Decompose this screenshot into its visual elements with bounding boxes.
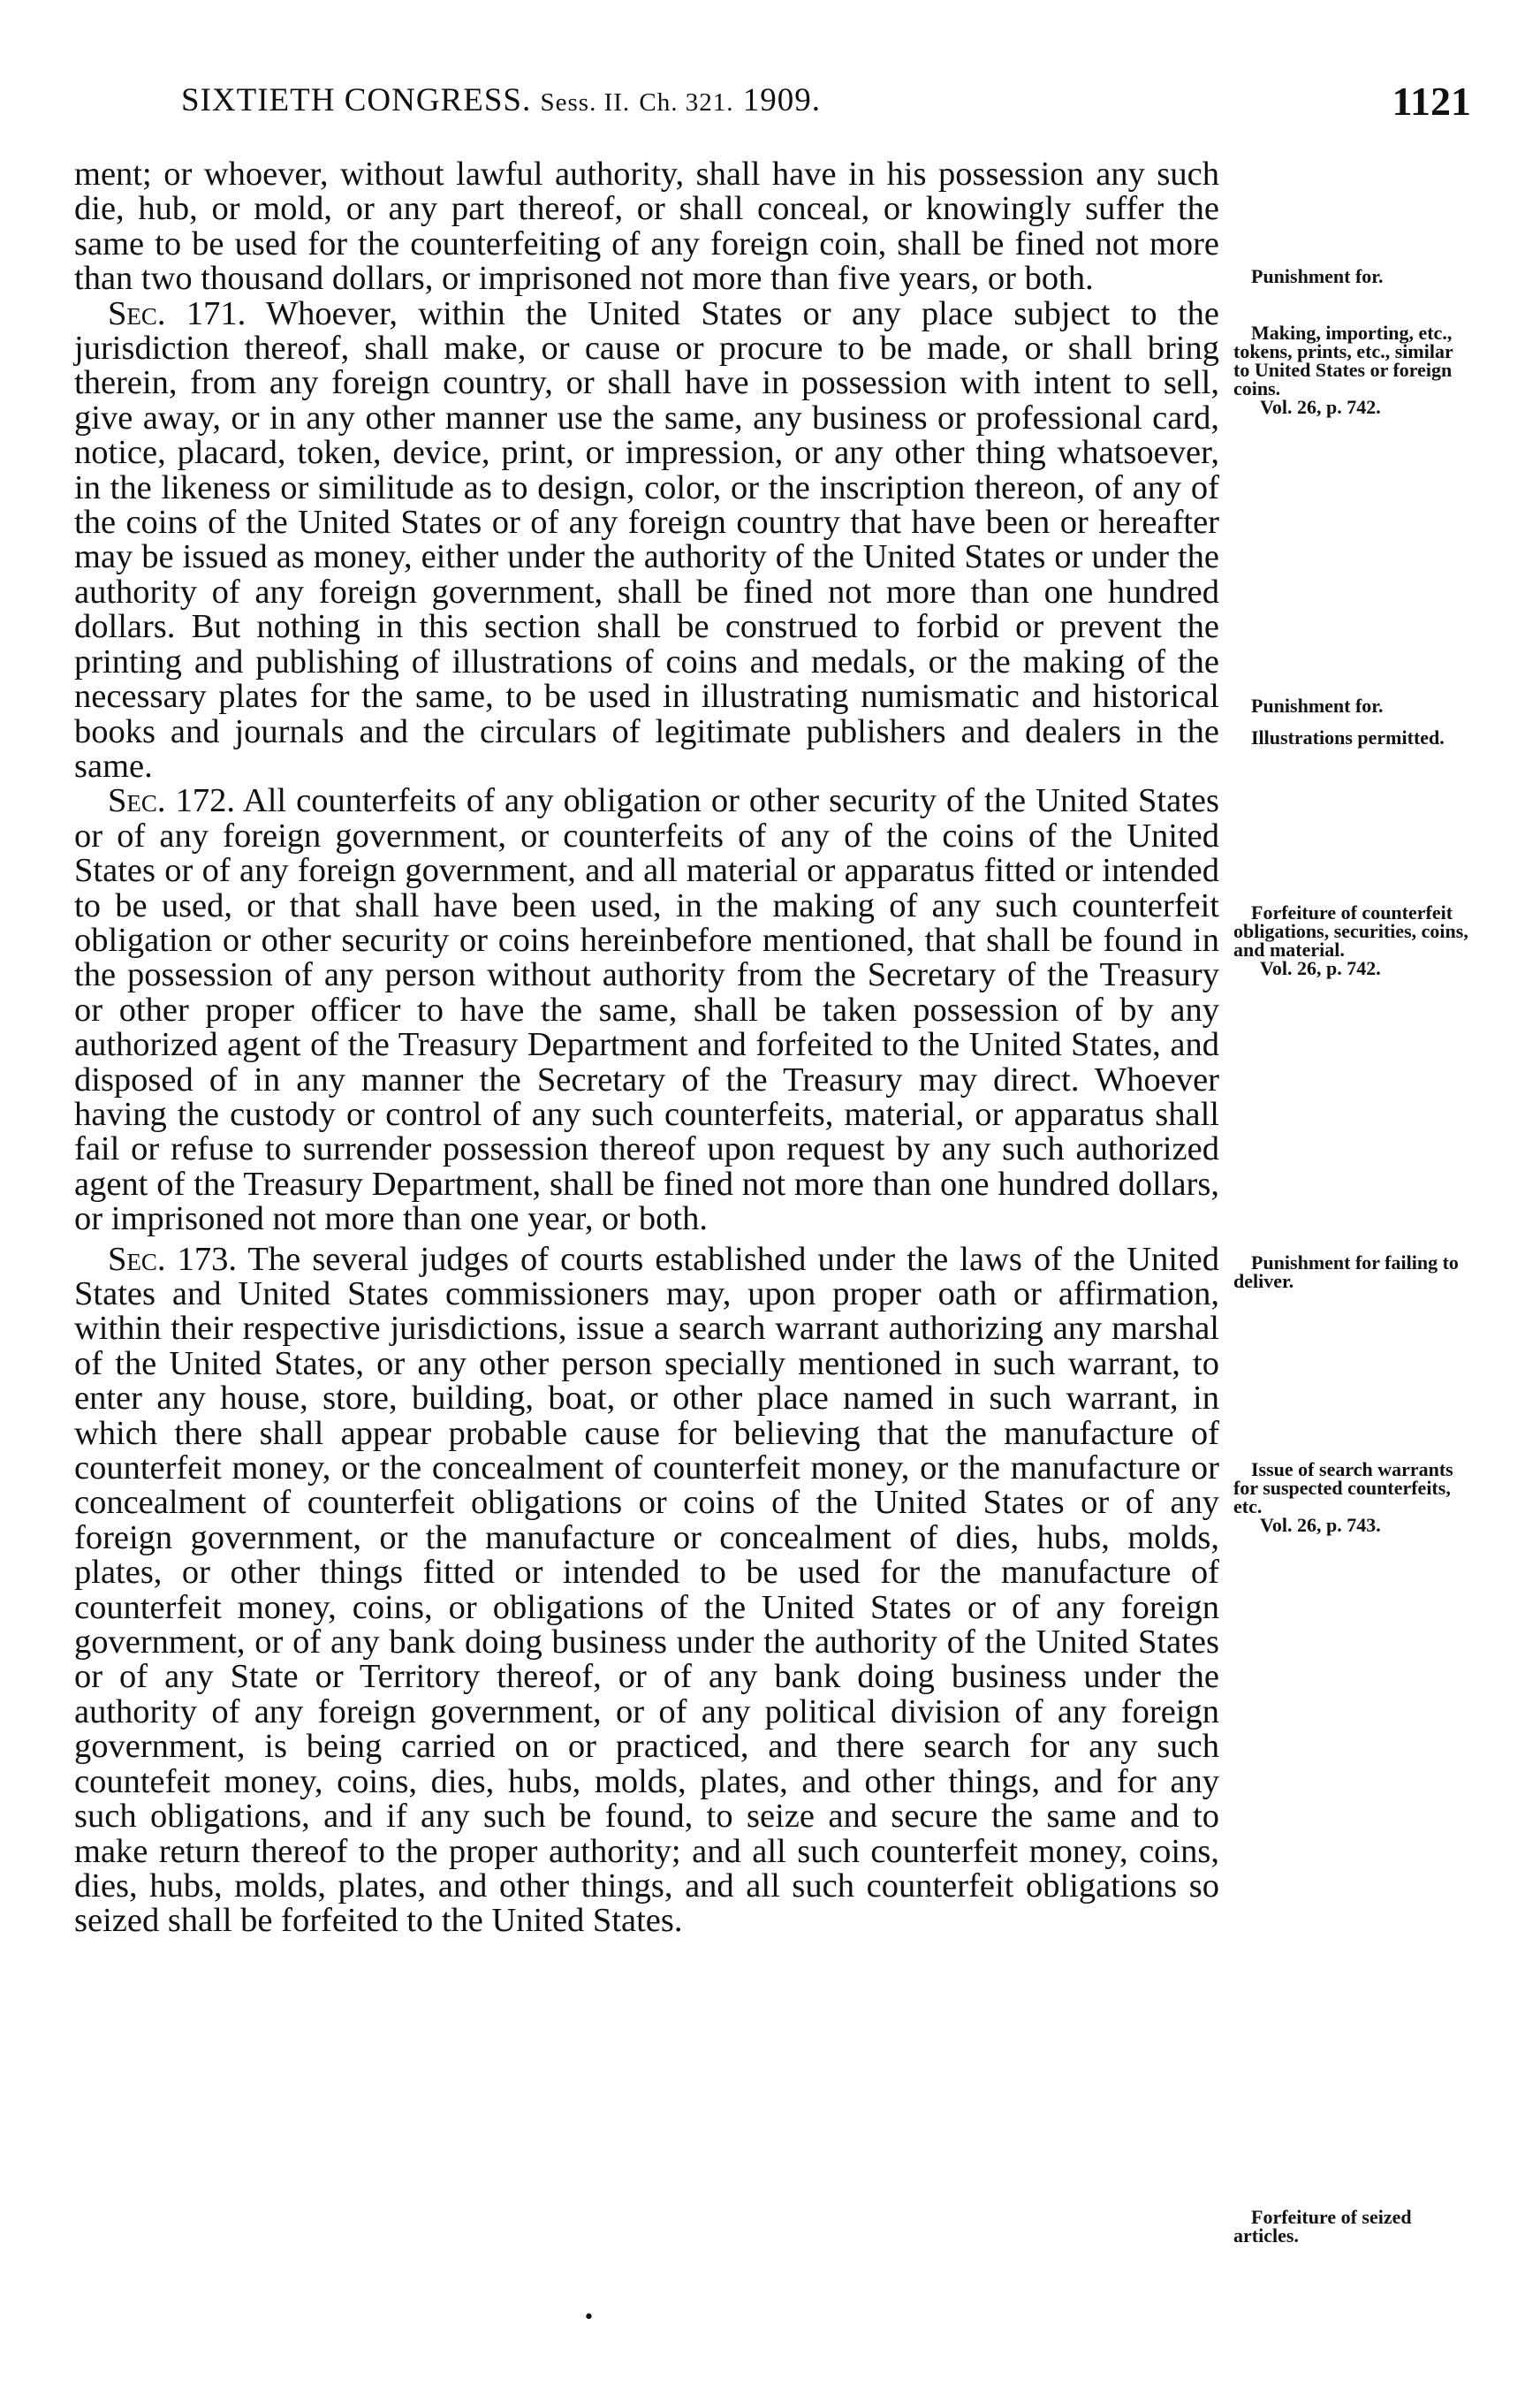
section-173-label: Sec. 173. xyxy=(108,1240,237,1278)
margin-note-punishment-1: Punishment for. xyxy=(1251,265,1384,287)
margin-note-forfeiture-counterfeit: Forfeiture of counterfeit obligations, securities, coins, and material. Vol. 26, p. 742. xyxy=(1233,903,1472,977)
header-session: Sess. II. xyxy=(540,88,631,117)
margin-note-making-importing: Making, importing, etc., tokens, prints, etc., similar to United States or foreign coins. Vol. 26, p. 742. xyxy=(1233,323,1472,416)
section-172-label: Sec. 172. xyxy=(108,782,235,820)
header-congress: SIXTIETH CONGRESS. xyxy=(181,82,532,118)
header-chapter: Ch. 321. xyxy=(639,88,734,117)
section-173 xyxy=(74,1240,1219,1940)
margin-note-vol-ref: Vol. 26, p. 743. xyxy=(1260,1514,1381,1536)
margin-note-forfeiture-seized: Forfeiture of seized articles. xyxy=(1233,2206,1412,2247)
margin-note-search-warrants: Issue of search warrants for suspected counterfeits, etc. Vol. 26, p. 743. xyxy=(1233,1460,1472,1534)
section-171-text: Whoever, within the United States or any place subject to the jurisdiction thereof, shall make, or cause or procure to be made, or shall bring therein, from any foreign country, or shall have in possession with intent to sell, give away, or in any other manner use the same, any business or professional card, notice, placard, token, device, print, or impression, or any other thing whatsoever, in the likeness or similitude as to design, color, or the inscription thereon, of any of the coins of the United States or of any foreign country that have been or hereafter may be issued as money, either under the authority of the United States or under the authority of any foreign government, shall be fined not more than one hundred dollars. But nothing in this section shall be construed to forbid or prevent the printing and publishing of illustrations of coins and medals, or the making of the necessary plates for the same, to be used in illustrating numismatic and historical books and journals and the circulars of legitimate publishers and dealers in the same. xyxy=(74,294,1220,785)
header-year: 1909. xyxy=(742,82,821,118)
footer-mark: • xyxy=(583,2307,595,2329)
continuation-paragraph: ment; or whoever, without lawful authority, shall have in his possession any such die, hub, or mold, or any part thereof, or shall conceal, or knowingly suffer the same to be used for the counterfeiting of any foreign coin, shall be fined not more than two thousand dollars, or imprisoned not more than five years, or both. xyxy=(74,156,1219,298)
margin-note-punishment-2: Punishment for. xyxy=(1251,695,1384,717)
section-172 xyxy=(74,784,1219,1236)
margin-note-vol-ref: Vol. 26, p. 742. xyxy=(1260,396,1381,418)
section-171-label: Sec. 171. xyxy=(108,294,247,332)
margin-note-vol-ref: Vol. 26, p. 742. xyxy=(1260,957,1381,979)
section-171 xyxy=(74,294,1220,785)
page-number: 1121 xyxy=(1392,79,1471,124)
section-173-text: The several judges of courts established under the laws of the United States and United States commissioners may, upon proper oath or affirmation, within their respective jurisdictions, issue a search warrant authorizing any marshal of the United States, or any other person specially mentioned in such warrant, to enter any house, store, building, boat, or other place named in such warrant, in which there shall appear probable cause for believing that the manufacture of counterfeit money, or the concealment of counterfeit money, or the manufacture or concealment of counterfeit obligations or coins of the United States or of any foreign government, or the manufacture or concealment of dies, hubs, molds, plates, or other things fitted or intended to be used for the manufacture of counterfeit money, coins, or obligations of the United States or of any foreign government, or of any bank doing business under the authority of the United States or of any State or Territory thereof, or of any bank doing business under the authority of any foreign government, or of any political division of any foreign government, is being carried on or practiced, and there search for any such countefeit money, coins, dies, hubs, molds, plates, and other things, and for any such obligations, and if any such be found, to seize and secure the same and to make return thereof to the proper authority; and all such counterfeit money, coins, dies, hubs, molds, plates, and other things, and all such counterfeit obligations so seized shall be forfeited to the United States. xyxy=(74,1240,1219,1940)
main-text xyxy=(74,157,1219,1939)
section-172-text: All counterfeits of any obligation or other security of the United States or of any foreign government, or counterfeits of any of the coins of the United States or of any foreign government, and all material or apparatus fitted or intended to be used, or that shall have been used, in the making of any such counterfeit obligation or other security or coins hereinbefore mentioned, that shall be found in the possession of any person without authority from the Secretary of the Treasury or other proper officer to have the same, shall be taken possession of by any authorized agent of the Treasury Department and forfeited to the United States, and disposed of in any manner the Secretary of the Treasury may direct. Whoever having the custody or control of any such counterfeits, material, or apparatus shall fail or refuse to surrender possession thereof upon request by any such authorized agent of the Treasury Department, shall be fined not more than one hundred dollars, or imprisoned not more than one year, or both. xyxy=(74,782,1219,1238)
header-title xyxy=(181,81,821,119)
margin-note-failing-to-deliver: Punishment for failing to deliver. xyxy=(1233,1251,1459,1292)
margin-note-illustrations: Illustrations permitted. xyxy=(1251,726,1445,749)
running-header xyxy=(0,81,1540,134)
